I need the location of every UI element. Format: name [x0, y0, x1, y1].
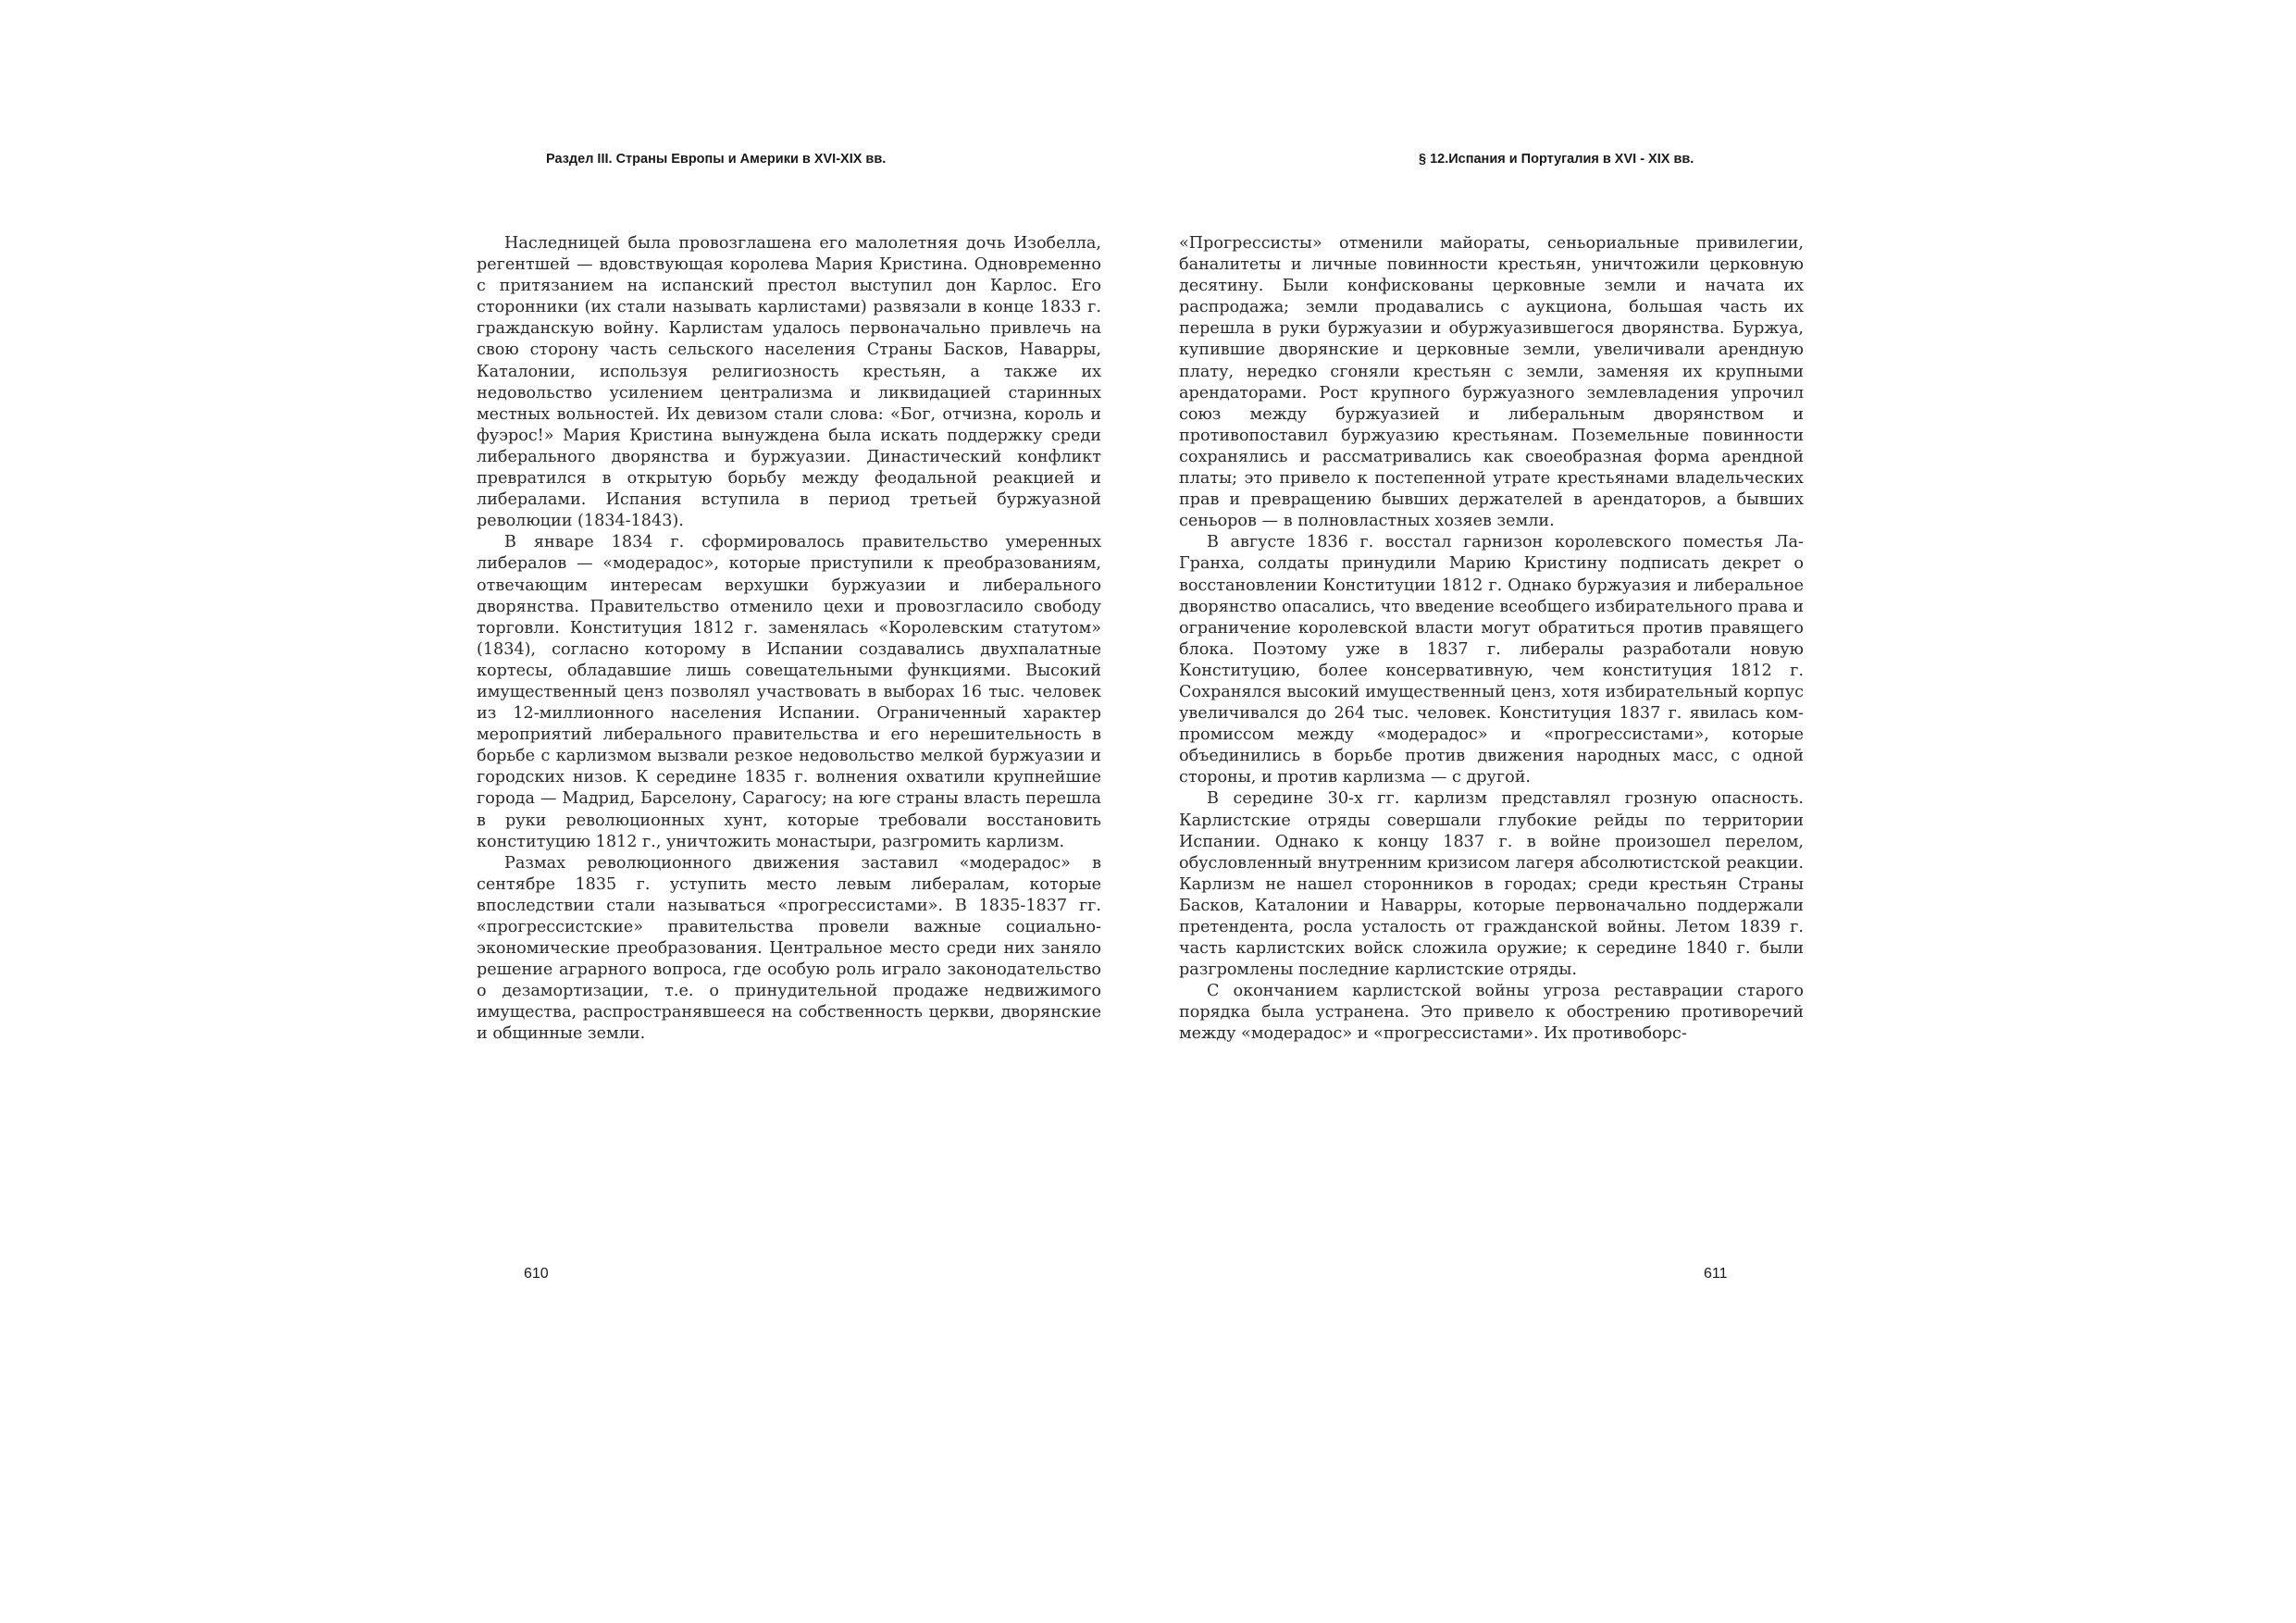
- paragraph: Наследницей была провозглашена его малолетняя дочь Изобелла, регентшей — вдовствующая королева Мария Кристина. Одновременно с притязанием на испанский престол выступил дон Карлос. Его сторонники (их стали называть карлистами) развязали в конце 1833 г. гражданскую войну. Карлистам удалось первоначально привлечь на свою сторону часть сельского населения Страны Басков, Наварры, Каталонии, используя религиозность крестьян, а также их недовольство усилением централизма и ликвидацией старинных местных вольностей. Их девизом стали слова: «Бог, отчизна, король и фуэрос!» Мария Кристина вынуждена была искать поддержку среди либерального дворянства и буржуазии. Династический конфликт превратился в открытую борьбу между феодальной реакцией и либералами. Испания вступила в период третьей буржуазной революции (1834-1843).: [477, 234, 1101, 531]
- paragraph: «Прогрессисты» отменили майораты, сеньориальные привилегии, баналитеты и личные повинности крестьян, уничтожили церковную десятину. Были конфискованы церковные земли и начата их распродажа; земли продавались с аукциона, большая часть их перешла в руки буржуазии и обуржуазившегося дворянства. Буржуа, купившие дворянские и церковные земли, увеличивали арендную плату, нередко сгоняли крестьян с земли, заменяя их крупными арендаторами. Рост крупного буржуазного землевладения упрочил союз между буржуазией и либеральным дворянством и противопоставил буржуазию крестьянам. Поземельные повинности сохранялись и рассматривались как своеобразная форма арендной платы; это привело к постепенной утрате крестьянами владельческих прав и превращению бывших держателей в арендаторов, а бывших сеньоров — в полновластных хозяев земли.: [1179, 234, 1804, 531]
- paragraph: В середине 30-х гг. карлизм представлял грозную опасность. Карлистские отряды совершали глубокие рейды по территории Испании. Однако к концу 1837 г. в войне произошел перелом, обусловленный внутренним кризисом лагеря абсолютистской реакции. Карлизм не нашел сторонников в городах; среди крестьян Страны Басков, Каталонии и Наварры, которые первоначально поддержали претендента, росла усталость от гражданской войны. Летом 1839 г. часть карлистских войск сложила оружие; к середине 1840 г. были разгромлены последние карлистские отряды.: [1179, 789, 1804, 980]
- paragraph: В августе 1836 г. восстал гарнизон королевского поместья Ла-Гранха, солдаты принудили Марию Кристину подписать декрет о восстановлении Конституции 1812 г. Однако буржуазия и либеральное дворянство опасались, что введение всеобщего избирательного права и ограничение королевской власти могут обратиться против правящего блока. Поэтому уже в 1837 г. либералы разработали новую Конституцию, более консервативную, чем конституция 1812 г. Сохранялся высокий имущественный ценз, хотя избирательный корпус увеличивался до 264 тыс. человек. Конституция 1837 г. явилась компромиссом между «модерадос» и «прогрессистами», которые объединились в борьбе против движения народных масс, с одной стороны, и против карлизма — с другой.: [1179, 533, 1804, 787]
- paragraph: В январе 1834 г. сформировалось правительство умеренных либералов — «модерадос», которые приступили к преобразованиям, отвечающим интересам верхушки буржуазии и либерального дворянства. Правительство отменило цехи и провозгласило свободу торговли. Конституция 1812 г. заменялась «Королевским статутом» (1834), согласно которому в Испании создавались двухпалатные кортесы, обладавшие лишь совещательными функциями. Высокий имущественный ценз позволял участвовать в выборах 16 тыс. человек из 12-миллионного населения Испании. Ограниченный характер мероприятий либерального правительства и его нерешительность в борьбе с карлизмом вызвали резкое недовольство мелкой буржуазии и городских низов. К середине 1835 г. волнения охватили крупнейшие города — Мадрид, Барселону, Сарагосу; на юге страны власть перешла в руки революционных хунт, которые требовали восстановить конституцию 1812 г., уничтожить монастыри, разгромить карлизм.: [477, 533, 1101, 851]
- running-head-left: Раздел III. Страны Европы и Америки в XVI-XIX вв.: [546, 152, 887, 167]
- page-number-right: 611: [1704, 1266, 1728, 1282]
- body-text-right: [1179, 233, 1804, 1046]
- running-head-right: § 12.Испания и Португалия в XVI - XIX вв.: [1419, 152, 1694, 167]
- right-page: [1148, 0, 2296, 1623]
- paragraph: Размах революционного движения заставил «модерадос» в сентябре 1835 г. уступить место левым либералам, которые впоследствии стали называться «прогрессистами». В 1835-1837 гг. «прогрессистские» правительства провели важные социально-экономические преобразования. Центральное место среди них заняло решение аграрного вопроса, где особую роль играло законодательство о дезамортизации, т.е. о принудительной продаже недвижимого имущества, распространявшееся на собственность церкви, дворянские и общинные земли.: [477, 853, 1101, 1044]
- page-number-left: 610: [524, 1266, 549, 1282]
- paragraph: С окончанием карлистской войны угроза реставрации старого порядка была устранена. Это привело к обострению противоречий между «модерадос» и «прогрессистами». Их противоборс-: [1179, 982, 1804, 1044]
- body-text-left: [477, 233, 1101, 1046]
